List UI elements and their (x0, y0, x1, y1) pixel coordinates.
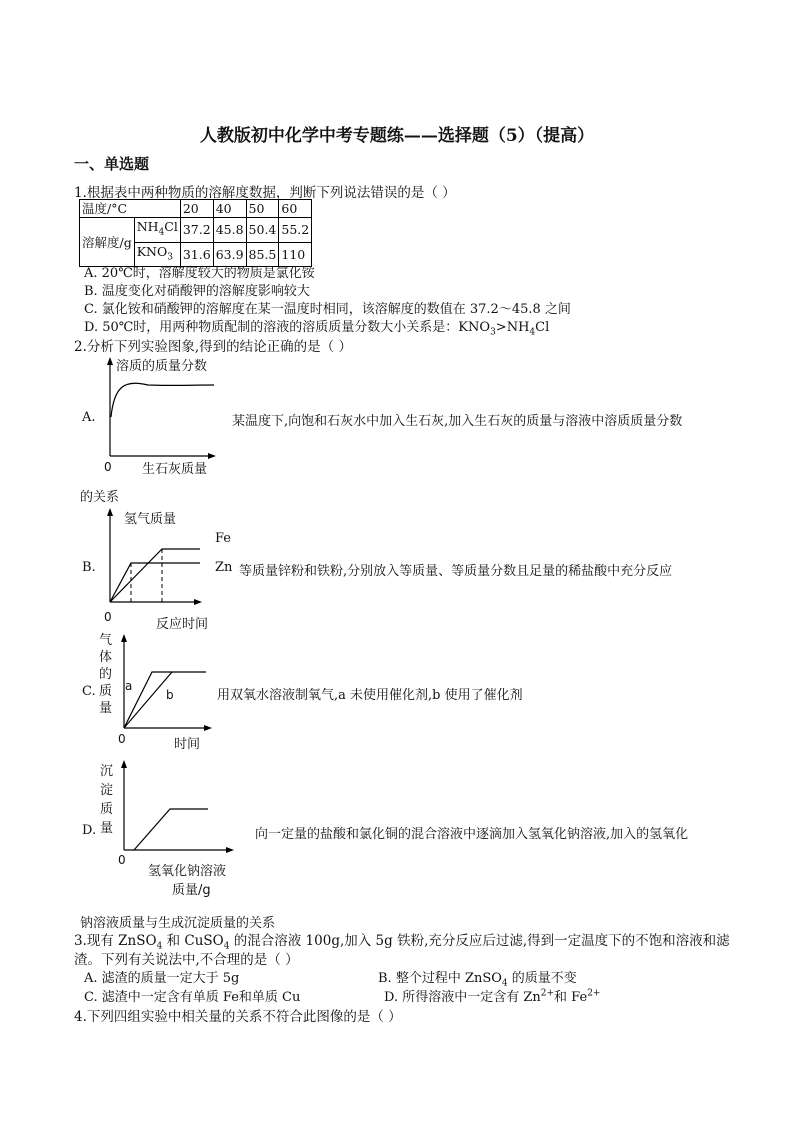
y-axis-label-vertical (100, 762, 113, 838)
y-axis-arrow (107, 357, 113, 365)
x-axis-label-unit: 质量/g (172, 883, 211, 898)
origin-label: 0 (118, 853, 126, 867)
value-cell: 110 (279, 242, 312, 267)
q1-option-d-text: D. 50℃时，用两种物质配制的溶液的溶质质量分数大小关系是：KNO (84, 320, 491, 335)
q3-stem-line2: 渣。下列有关说法中,不合理的是（ ） (74, 952, 299, 968)
subscript: 4 (529, 327, 536, 338)
subscript: 4 (501, 978, 508, 989)
q3-option-b-text: B. 整个过程中 ZnSO (378, 971, 502, 986)
substance-subscript: 4 (158, 227, 165, 238)
q2-stem: 2.分析下列实验图象,得到的结论正确的是（ ） (74, 339, 352, 355)
y-axis-label-char: 淀 (100, 783, 114, 798)
x-axis-label: 反应时间 (156, 617, 209, 632)
substance-cell (134, 218, 180, 243)
q2-option-a-desc: 某温度下,向饱和石灰水中加入生石灰,加入生石灰的质量与溶液中溶质质量分数 (232, 414, 683, 429)
curve-label-zn: Zn (215, 560, 233, 575)
q2-option-b-letter[interactable]: B. (82, 560, 96, 575)
graph-c (114, 632, 224, 752)
x-axis-label: 生石灰质量 (142, 462, 208, 477)
q2-option-c-desc: 用双氧水溶液制氧气,a 未使用催化剂,b 使用了催化剂 (217, 688, 523, 703)
substance-name: NH (136, 219, 159, 234)
q2-option-a-letter[interactable]: A. (82, 410, 96, 425)
graph-b (100, 508, 233, 636)
substance-name: KNO (136, 243, 168, 259)
table-row (80, 218, 312, 243)
y-axis-label-char: 气 (99, 633, 113, 648)
substance-subscript: 3 (167, 252, 173, 262)
q1-option-d-text: >NH (495, 320, 530, 335)
q1-stem: 1.根据表中两种物质的溶解度数据，判断下列说法错误的是（ ） (74, 185, 456, 201)
y-axis-label: 溶质的质量分数 (116, 359, 208, 374)
y-axis-label-char: 质 (100, 802, 114, 817)
q3-stem-text: 的混合溶液 100g,加入 5g 铁粉,充分反应后过滤,得到一定温度下的不饱和溶液和滤 (229, 933, 730, 949)
curve-fe (110, 549, 200, 602)
value-cell: 55.2 (279, 218, 312, 243)
q3-stem-text: 和 CuSO (162, 933, 224, 949)
q1-solubility-table (79, 199, 312, 267)
q3-option-b-text: 的质量不变 (507, 971, 577, 986)
superscript: 2+ (540, 988, 555, 999)
q3-option-d-text: 和 Fe (554, 990, 588, 1005)
curve-zn (110, 563, 200, 602)
q2-option-d-letter[interactable]: D. (82, 823, 97, 838)
q1-option-a[interactable]: A. 20℃时，溶解度较大的物质是氯化铵 (84, 266, 315, 281)
temp-cell: 60 (279, 200, 312, 218)
curve-label-fe: Fe (215, 531, 232, 546)
temp-cell: 20 (180, 200, 213, 218)
q3-option-c[interactable]: C. 滤渣中一定含有单质 Fe和单质 Cu (84, 990, 301, 1005)
y-axis-label-char: 量 (99, 701, 113, 716)
y-axis-label-char: 质 (99, 684, 113, 699)
value-cell: 37.2 (180, 218, 213, 243)
solubility-label-cell: 溶解度/g (80, 218, 135, 267)
value-cell: 63.9 (213, 242, 246, 267)
section-heading: 一、单选题 (74, 155, 150, 173)
subscript: 4 (223, 941, 230, 952)
table-row (80, 200, 312, 218)
y-axis-label-char: 量 (100, 821, 114, 836)
q3-stem-text: 3.现有 ZnSO (74, 933, 157, 949)
origin-label: 0 (118, 732, 126, 746)
y-axis-label-char: 体 (99, 650, 113, 665)
y-axis-label-char: 的 (99, 667, 113, 682)
value-cell: 31.6 (180, 242, 213, 267)
q2-option-d-desc-cont: 钠溶液质量与生成沉淀质量的关系 (80, 916, 276, 931)
x-axis-arrow (208, 453, 216, 459)
y-axis-label-char: 沉 (100, 764, 114, 779)
subscript: 3 (490, 327, 496, 338)
curve (134, 809, 208, 850)
q3-option-a[interactable]: A. 滤渣的质量一定大于 5g (84, 971, 240, 986)
temp-cell: 50 (246, 200, 279, 218)
x-axis-label: 时间 (174, 737, 201, 752)
temp-cell: 40 (213, 200, 246, 218)
value-cell: 50.4 (246, 218, 279, 243)
q1-option-b[interactable]: B. 温度变化对硝酸钾的溶解度影响较大 (84, 284, 310, 299)
curve-label-b: b (166, 688, 174, 702)
temp-header-cell: 温度/°C (80, 200, 181, 218)
y-axis-arrow (107, 508, 113, 516)
origin-label: 0 (104, 460, 112, 474)
origin-label: 0 (104, 610, 112, 624)
q1-option-c[interactable]: C. 氯化铵和硝酸钾的溶解度在某一温度时相同，该溶解度的数值在 37.2～45.8 之间 (84, 302, 571, 317)
superscript: 2+ (587, 988, 601, 999)
graph-d (114, 758, 254, 898)
y-axis-label-vertical (99, 632, 112, 717)
graph-a (100, 355, 220, 480)
subscript: 4 (156, 941, 163, 952)
q2-option-a-desc-cont: 的关系 (80, 490, 120, 505)
y-axis-arrow (121, 760, 127, 768)
value-cell: 45.8 (213, 218, 246, 243)
curve-label-a: a (125, 679, 133, 693)
x-axis-label: 氢氧化钠溶液 (148, 864, 227, 879)
q2-option-b-desc: 等质量锌粉和铁粉,分别放入等质量、等质量分数且足量的稀盐酸中充分反应 (239, 564, 673, 579)
x-axis-arrow (226, 847, 234, 853)
q3-option-d[interactable] (384, 986, 600, 1005)
curve (111, 383, 214, 417)
y-axis-label: 氢气质量 (124, 512, 177, 527)
q2-option-c-letter[interactable]: C. (82, 684, 96, 699)
q2-option-d-desc: 向一定量的盐酸和氯化铜的混合溶液中逐滴加入氢氧化钠溶液,加入的氢氧化 (255, 827, 689, 842)
q1-option-d-text: Cl (535, 320, 550, 335)
page-title: 人教版初中化学中考专题练——选择题（5）（提高） (199, 126, 595, 146)
y-axis-arrow (121, 634, 127, 642)
x-axis-arrow (194, 599, 202, 605)
q4-stem: 4.下列四组实验中相关量的关系不符合此图像的是（ ） (74, 1009, 402, 1025)
q3-option-d-text: D. 所得溶液中一定含有 Zn (384, 990, 541, 1005)
value-cell: 85.5 (246, 242, 279, 267)
x-axis-arrow (204, 725, 212, 731)
substance-tail: Cl (164, 219, 178, 234)
